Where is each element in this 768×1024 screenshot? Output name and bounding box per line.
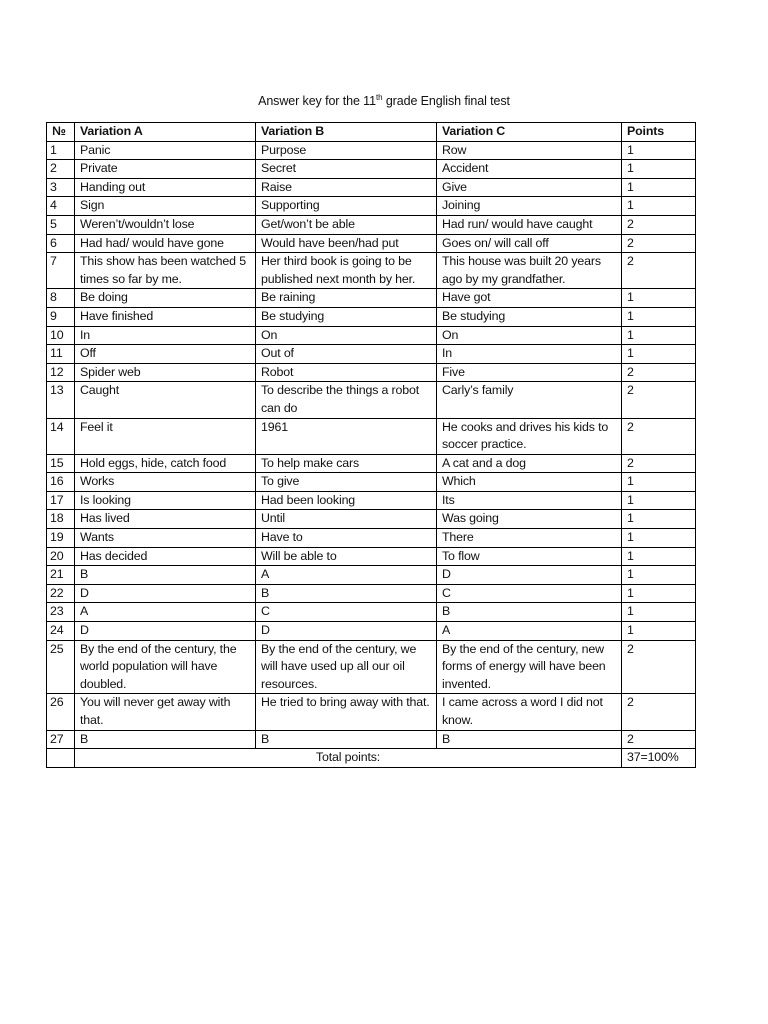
cell-variation-c: Have got <box>437 289 622 308</box>
cell-variation-c: A cat and a dog <box>437 454 622 473</box>
cell-variation-c: D <box>437 566 622 585</box>
page-title: Answer key for the 11th grade English final test <box>258 93 510 109</box>
cell-variation-a: B <box>75 730 256 749</box>
cell-points: 2 <box>622 730 696 749</box>
cell-points: 1 <box>622 584 696 603</box>
cell-variation-b: C <box>256 603 437 622</box>
cell-variation-a: You will never get away with that. <box>75 694 256 730</box>
cell-variation-b: D <box>256 622 437 641</box>
table-row <box>47 529 696 548</box>
cell-variation-c: He cooks and drives his kids to soccer practice. <box>437 418 622 454</box>
table-row <box>47 197 696 216</box>
cell-variation-a: Wants <box>75 529 256 548</box>
cell-points: 1 <box>622 326 696 345</box>
cell-number: 16 <box>47 473 75 492</box>
cell-variation-a: Has lived <box>75 510 256 529</box>
cell-variation-a: Sign <box>75 197 256 216</box>
cell-variation-b: Until <box>256 510 437 529</box>
cell-variation-c: Had run/ would have caught <box>437 215 622 234</box>
cell-variation-b: Have to <box>256 529 437 548</box>
cell-variation-a: Caught <box>75 382 256 418</box>
cell-variation-b: On <box>256 326 437 345</box>
cell-variation-a: Panic <box>75 141 256 160</box>
total-empty-cell <box>47 749 75 768</box>
cell-variation-b: Secret <box>256 160 437 179</box>
cell-points: 2 <box>622 215 696 234</box>
cell-points: 1 <box>622 178 696 197</box>
cell-number: 15 <box>47 454 75 473</box>
table-row <box>47 141 696 160</box>
cell-variation-a: Has decided <box>75 547 256 566</box>
cell-points: 1 <box>622 473 696 492</box>
cell-variation-c: To flow <box>437 547 622 566</box>
cell-variation-a: Weren’t/wouldn’t lose <box>75 215 256 234</box>
cell-number: 12 <box>47 363 75 382</box>
cell-variation-c: There <box>437 529 622 548</box>
table-row <box>47 253 696 289</box>
table-row <box>47 640 696 694</box>
cell-number: 6 <box>47 234 75 253</box>
cell-number: 18 <box>47 510 75 529</box>
cell-variation-a: Had had/ would have gone <box>75 234 256 253</box>
cell-variation-a: Have finished <box>75 307 256 326</box>
cell-number: 3 <box>47 178 75 197</box>
cell-number: 1 <box>47 141 75 160</box>
cell-variation-c: By the end of the century, new forms of energy will have been invented. <box>437 640 622 694</box>
cell-variation-a: By the end of the century, the world population will have doubled. <box>75 640 256 694</box>
cell-variation-a: D <box>75 622 256 641</box>
total-value: 37=100% <box>622 749 696 768</box>
cell-variation-c: Row <box>437 141 622 160</box>
cell-variation-c: Its <box>437 491 622 510</box>
cell-variation-a: Be doing <box>75 289 256 308</box>
cell-variation-c: Joining <box>437 197 622 216</box>
cell-variation-a: Handing out <box>75 178 256 197</box>
cell-variation-b: To describe the things a robot can do <box>256 382 437 418</box>
cell-points: 1 <box>622 603 696 622</box>
cell-variation-b: Raise <box>256 178 437 197</box>
table-row <box>47 491 696 510</box>
cell-points: 2 <box>622 234 696 253</box>
table-row <box>47 326 696 345</box>
cell-points: 2 <box>622 382 696 418</box>
cell-variation-a: Private <box>75 160 256 179</box>
table-row <box>47 418 696 454</box>
table-row <box>47 289 696 308</box>
table-row <box>47 566 696 585</box>
cell-points: 1 <box>622 141 696 160</box>
cell-points: 1 <box>622 622 696 641</box>
cell-points: 1 <box>622 491 696 510</box>
cell-variation-a: This show has been watched 5 times so far by me. <box>75 253 256 289</box>
header-number: № <box>47 123 75 142</box>
cell-variation-b: To help make cars <box>256 454 437 473</box>
total-label: Total points: <box>75 749 622 768</box>
cell-points: 1 <box>622 529 696 548</box>
cell-number: 11 <box>47 345 75 364</box>
table-row <box>47 547 696 566</box>
cell-variation-b: Be studying <box>256 307 437 326</box>
header-variation-a: Variation A <box>75 123 256 142</box>
cell-variation-c: B <box>437 603 622 622</box>
cell-variation-a: Feel it <box>75 418 256 454</box>
table-row <box>47 382 696 418</box>
cell-number: 26 <box>47 694 75 730</box>
cell-number: 25 <box>47 640 75 694</box>
cell-variation-b: Robot <box>256 363 437 382</box>
cell-number: 5 <box>47 215 75 234</box>
cell-points: 1 <box>622 566 696 585</box>
cell-points: 1 <box>622 289 696 308</box>
table-row <box>47 694 696 730</box>
cell-variation-c: C <box>437 584 622 603</box>
table-row <box>47 234 696 253</box>
cell-variation-c: A <box>437 622 622 641</box>
table-row <box>47 473 696 492</box>
cell-variation-b: A <box>256 566 437 585</box>
cell-number: 22 <box>47 584 75 603</box>
cell-variation-b: He tried to bring away with that. <box>256 694 437 730</box>
cell-points: 1 <box>622 510 696 529</box>
cell-variation-c: I came across a word I did not know. <box>437 694 622 730</box>
cell-points: 1 <box>622 160 696 179</box>
cell-number: 7 <box>47 253 75 289</box>
table-row <box>47 307 696 326</box>
cell-variation-a: In <box>75 326 256 345</box>
cell-number: 24 <box>47 622 75 641</box>
header-row <box>47 123 696 142</box>
total-row <box>47 749 696 768</box>
cell-number: 23 <box>47 603 75 622</box>
cell-number: 19 <box>47 529 75 548</box>
cell-points: 1 <box>622 307 696 326</box>
cell-variation-c: Goes on/ will call off <box>437 234 622 253</box>
cell-number: 8 <box>47 289 75 308</box>
table-row <box>47 622 696 641</box>
cell-variation-c: Accident <box>437 160 622 179</box>
cell-variation-c: Give <box>437 178 622 197</box>
table-row <box>47 363 696 382</box>
cell-points: 1 <box>622 345 696 364</box>
table-row <box>47 584 696 603</box>
cell-variation-c: In <box>437 345 622 364</box>
cell-number: 21 <box>47 566 75 585</box>
table-row <box>47 215 696 234</box>
table-row <box>47 454 696 473</box>
cell-variation-c: On <box>437 326 622 345</box>
cell-points: 2 <box>622 363 696 382</box>
cell-variation-a: Hold eggs, hide, catch food <box>75 454 256 473</box>
cell-number: 17 <box>47 491 75 510</box>
cell-variation-a: B <box>75 566 256 585</box>
cell-variation-a: Works <box>75 473 256 492</box>
cell-variation-a: Is looking <box>75 491 256 510</box>
cell-variation-a: D <box>75 584 256 603</box>
cell-number: 27 <box>47 730 75 749</box>
header-points: Points <box>622 123 696 142</box>
cell-variation-b: To give <box>256 473 437 492</box>
header-variation-b: Variation B <box>256 123 437 142</box>
cell-variation-b: Get/won’t be able <box>256 215 437 234</box>
table-row <box>47 160 696 179</box>
cell-variation-c: Carly’s family <box>437 382 622 418</box>
cell-number: 10 <box>47 326 75 345</box>
answer-key-table <box>46 122 696 768</box>
cell-points: 1 <box>622 197 696 216</box>
table-row <box>47 730 696 749</box>
cell-variation-a: Off <box>75 345 256 364</box>
cell-variation-b: Her third book is going to be published next month by her. <box>256 253 437 289</box>
cell-variation-b: Will be able to <box>256 547 437 566</box>
cell-points: 2 <box>622 694 696 730</box>
cell-number: 9 <box>47 307 75 326</box>
cell-number: 20 <box>47 547 75 566</box>
cell-variation-b: B <box>256 730 437 749</box>
cell-variation-c: Was going <box>437 510 622 529</box>
cell-number: 2 <box>47 160 75 179</box>
cell-points: 2 <box>622 640 696 694</box>
cell-points: 2 <box>622 253 696 289</box>
cell-points: 2 <box>622 418 696 454</box>
table-row <box>47 345 696 364</box>
cell-variation-b: B <box>256 584 437 603</box>
table-row <box>47 603 696 622</box>
table-row <box>47 178 696 197</box>
cell-variation-c: Five <box>437 363 622 382</box>
cell-variation-b: By the end of the century, we will have used up all our oil resources. <box>256 640 437 694</box>
cell-number: 14 <box>47 418 75 454</box>
cell-variation-b: 1961 <box>256 418 437 454</box>
cell-variation-b: Had been looking <box>256 491 437 510</box>
cell-variation-c: Which <box>437 473 622 492</box>
cell-number: 13 <box>47 382 75 418</box>
cell-points: 2 <box>622 454 696 473</box>
cell-variation-c: This house was built 20 years ago by my grandfather. <box>437 253 622 289</box>
cell-variation-b: Supporting <box>256 197 437 216</box>
cell-variation-a: Spider web <box>75 363 256 382</box>
cell-number: 4 <box>47 197 75 216</box>
cell-variation-b: Purpose <box>256 141 437 160</box>
cell-points: 1 <box>622 547 696 566</box>
cell-variation-b: Be raining <box>256 289 437 308</box>
cell-variation-c: Be studying <box>437 307 622 326</box>
header-variation-c: Variation C <box>437 123 622 142</box>
cell-variation-b: Out of <box>256 345 437 364</box>
cell-variation-c: B <box>437 730 622 749</box>
table-row <box>47 510 696 529</box>
cell-variation-b: Would have been/had put <box>256 234 437 253</box>
cell-variation-a: A <box>75 603 256 622</box>
